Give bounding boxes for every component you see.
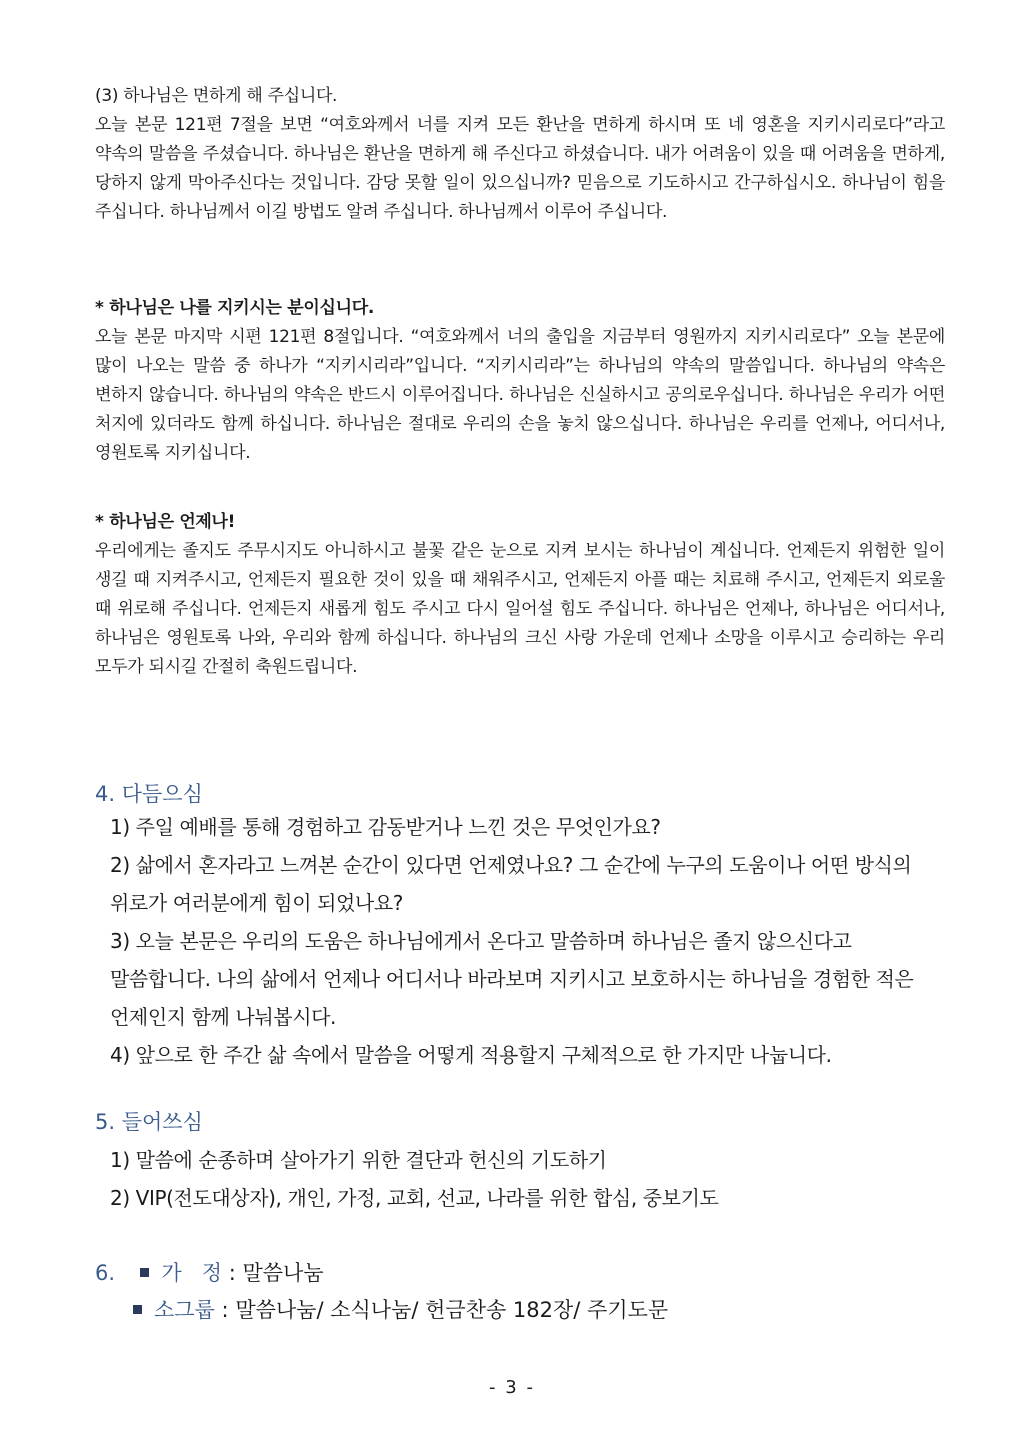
list-item: 3) 오늘 본문은 우리의 도움은 하나님에게서 온다고 말씀하며 하나님은 졸지 않으신다고 말씀합니다. 나의 삶에서 언제나 어디서나 바라보며 지키시고 보호하시는 하나님을 경험한 적은 언제인지 함께 나눠봅시다. [110, 929, 914, 1029]
section-number: 6. [95, 1261, 116, 1285]
block-paragraph: 우리에게는 졸지도 주무시지도 아니하시고 불꽃 같은 눈으로 지켜 보시는 하나님이 계십니다. 언제든지 위험한 일이 생길 때 지켜주시고, 언제든지 필요한 것이 있을 때 채워주시고, 언제든지 아플 때는 치료해 주시고, 언제든지 외로울 때 위로해 주십니다. 언제든지 새롭게 힘도 주시고 다시 일어설 힘도 주십니다. 하나님은 언제나, 하나님은 어디서나, 하나님은 영원토록 나와, 우리와 함께 하십니다. 하나님의 크신 사랑 가운데 언제나 소망을 이루시고 승리하는 우리 모두가 되시길 간절히 축원드립니다. [95, 541, 945, 677]
black-square-icon [140, 1268, 149, 1277]
block-heading: * 하나님은 언제나! [95, 512, 236, 532]
row-value: 말씀나눔/ 소식나눔/ 헌금찬송 182장/ 주기도문 [235, 1298, 669, 1322]
section-block-1 [95, 82, 945, 227]
section-title-5: 5. 들어쓰심 [95, 1110, 203, 1134]
section-title-4: 4. 다듬으심 [95, 782, 203, 806]
row-label: 소그룹 [154, 1298, 215, 1322]
list-item: 4) 앞으로 한 주간 삶 속에서 말씀을 어떻게 적용할지 구체적으로 한 가지만 나눕니다. [110, 1043, 832, 1067]
section-6-row-smallgroup [133, 1295, 668, 1325]
row-value: 말씀나눔 [242, 1261, 324, 1285]
section-block-2 [95, 294, 945, 468]
row-separator: : [228, 1261, 236, 1285]
list-item: 1) 주일 예배를 통해 경험하고 감동받거나 느낀 것은 무엇인가요? [110, 815, 661, 839]
section-6-row-home [95, 1258, 324, 1288]
reflection-question-list [110, 808, 948, 1074]
row-separator: : [221, 1298, 229, 1322]
block-paragraph: 오늘 본문 마지막 시편 121편 8절입니다. “여호와께서 너의 출입을 지금부터 영원까지 지키시리로다” 오늘 본문에 많이 나오는 말씀 중 하나가 “지키시리라”입니다. “지키시리라”는 하나님의 약속의 말씀입니다. 하나님의 약속은 변하지 않습니다. 하나님의 약속은 반드시 이루어집니다. 하나님은 신실하시고 공의로우십니다. 하나님은 우리가 어떤 처지에 있더라도 함께 하십니다. 하나님은 절대로 우리의 손을 놓치 않으십니다. 하나님은 우리를 언제나, 어디서나, 영원토록 지키십니다. [95, 327, 945, 463]
row-label: 가 정 [161, 1261, 223, 1285]
prayer-list [110, 1141, 948, 1217]
list-item: 2) 삶에서 혼자라고 느껴본 순간이 있다면 언제였나요? 그 순간에 누구의 도움이나 어떤 방식의 위로가 여러분에게 힘이 되었나요? [110, 853, 912, 915]
page-number: - 3 - [489, 1377, 535, 1398]
list-item: 2) VIP(전도대상자), 개인, 가정, 교회, 선교, 나라를 위한 합심, 중보기도 [110, 1186, 719, 1210]
black-square-icon [133, 1305, 142, 1314]
block-heading: * 하나님은 나를 지키시는 분이십니다. [95, 298, 375, 318]
block-paragraph: 오늘 본문 121편 7절을 보면 “여호와께서 너를 지켜 모든 환난을 면하게 하시며 또 네 영혼을 지키시리로다”라고 약속의 말씀을 주셨습니다. 하나님은 환난을 면하게 해 주신다고 하셨습니다. 내가 어려움이 있을 때 어려움을 면하게, 당하지 않게 막아주신다는 것입니다. 감당 못할 일이 있으십니까? 믿음으로 기도하시고 간구하십시오. 하나님이 힘을 주십니다. 하나님께서 이길 방법도 알려 주십니다. 하나님께서 이루어 주십니다. [95, 115, 945, 222]
list-item: 1) 말씀에 순종하며 살아가기 위한 결단과 헌신의 기도하기 [110, 1148, 607, 1172]
block-title: (3) 하나님은 면하게 해 주십니다. [95, 86, 338, 106]
section-block-3 [95, 508, 945, 682]
